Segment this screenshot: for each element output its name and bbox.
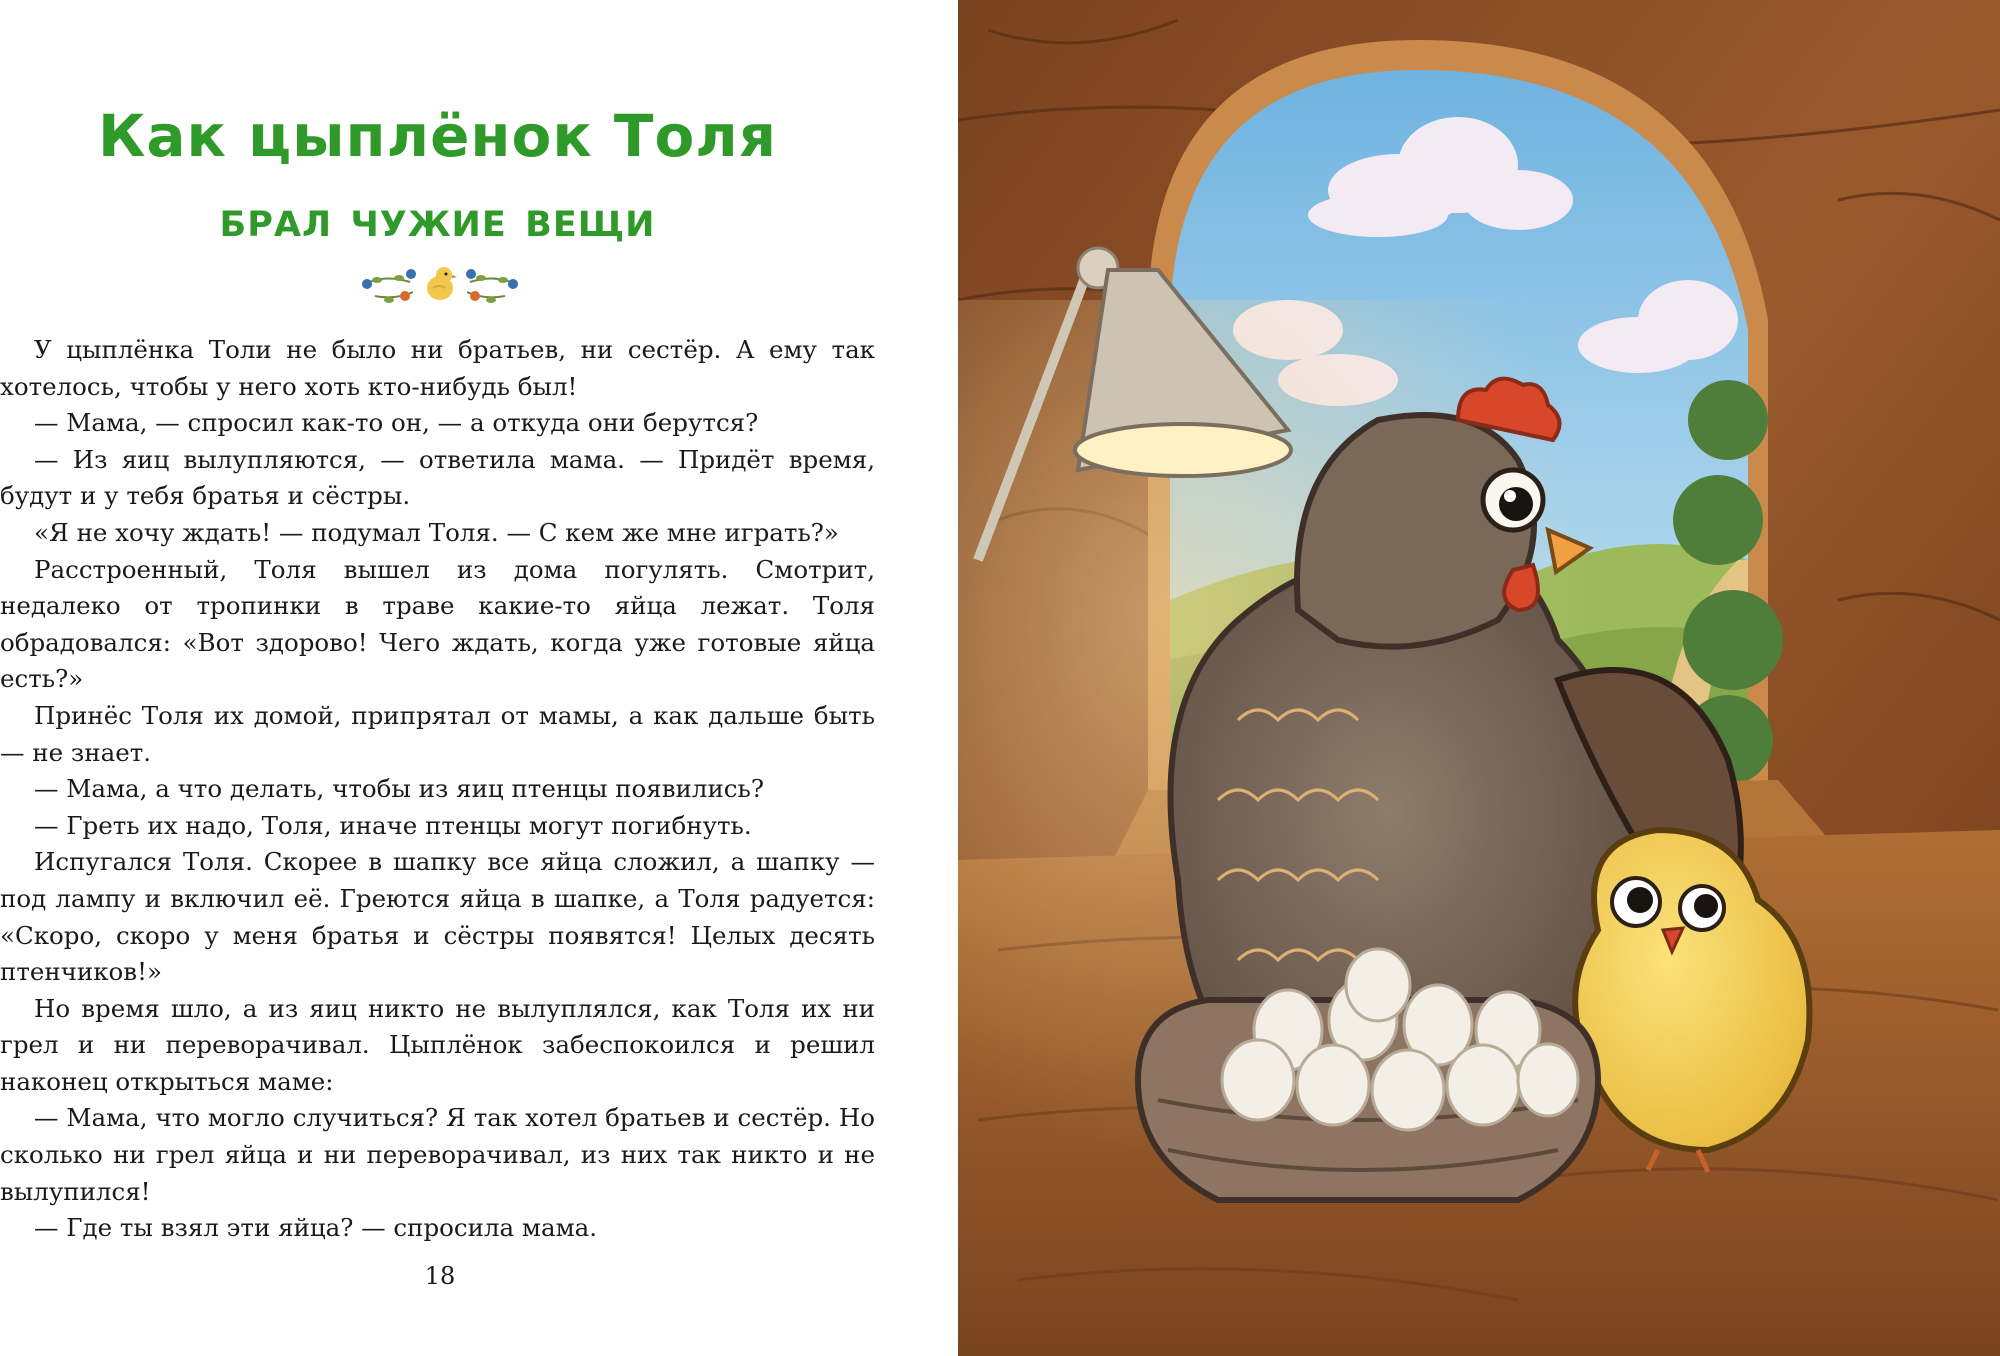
paragraph: — Мама, что могло случиться? Я так хотел братьев и сестёр. Но сколько ни грел яйца и ни переворачивал, из них так никто и не вылупился!	[0, 1103, 875, 1206]
paragraph: «Я не хочу ждать! — подумал Толя. — С кем же мне играть?»	[34, 517, 839, 547]
story-title-line-2: брал чужие вещи	[219, 190, 656, 248]
paragraph: — Мама, — спросил как-то он, — а откуда они берутся?	[34, 408, 759, 438]
paragraph: Расстроенный, Толя вышел из дома погулять. Смотрит, недалеко от тропинки в траве какие-то яйца лежат. Толя обрадовался: «Вот здорово! Чего ждать, когда уже готовые яйца есть?»	[0, 554, 875, 694]
paragraph: Принёс Толя их домой, припрятал от мамы, а как дальше быть — не знает.	[0, 700, 875, 767]
paragraph: У цыплёнка Толи не было ни братьев, ни сестёр. А ему так хотелось, чтобы у него хоть кто-нибудь был!	[0, 335, 875, 401]
paragraph: — Мама, а что делать, чтобы из яиц птенцы появились?	[34, 774, 764, 804]
paragraph: — Греть их надо, Толя, иначе птенцы могут погибнуть.	[34, 810, 752, 840]
story-text	[0, 332, 875, 1247]
paragraph: — Из яиц вылупляются, — ответила мама. — Придёт время, будут и у тебя братья и сёстры.	[0, 444, 875, 511]
story-title-line-1: Как цыплёнок Толя	[97, 102, 778, 170]
paragraph: Но время шло, а из яиц никто не вылуплялся, как Толя их ни грел и ни переворачивал. Цыплёнок забеспокоился и решил наконец открыться маме:	[0, 993, 875, 1096]
page-number: 18	[424, 1262, 456, 1290]
left-page	[0, 0, 958, 1356]
illustration-page	[958, 0, 2000, 1356]
hen-and-chick-illustration	[958, 0, 2000, 1356]
paragraph: — Где ты взял эти яйца? — спросила мама.	[34, 1213, 598, 1243]
chick-ornament-icon	[355, 256, 525, 308]
paragraph: Испугался Толя. Скорее в шапку все яйца сложил, а шапку — под лампу и включил её. Греются яйца в шапке, а Толя радуется: «Скоро, скоро у меня братья и сёстры появятся! Целых десять птенчиков!»	[0, 847, 875, 987]
